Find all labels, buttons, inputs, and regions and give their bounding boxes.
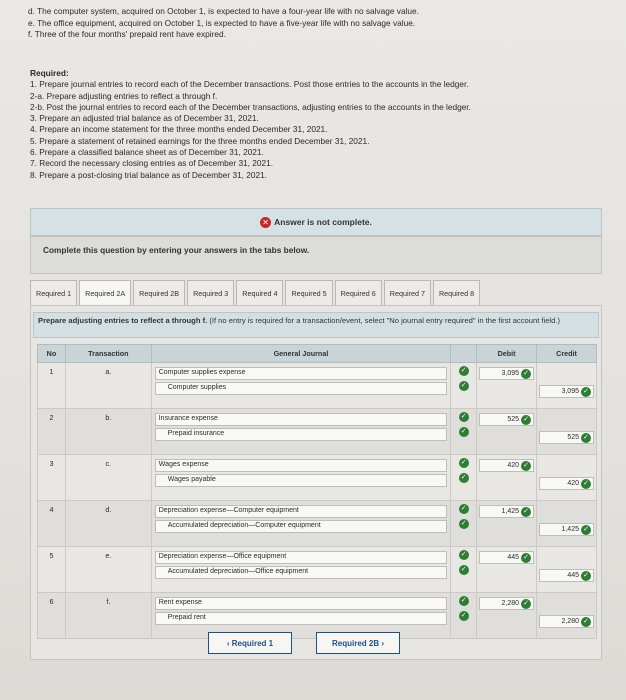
row-credit (537, 501, 597, 547)
check-icon: ✓ (459, 596, 469, 606)
required-item: 5. Prepare a statement of retained earnings for the three months ended December 31, 2021. (30, 135, 370, 146)
debit-input[interactable]: 420 ✓ (479, 459, 534, 472)
row-accounts (151, 363, 450, 409)
row-debit (477, 547, 537, 593)
tab-required-1[interactable]: Required 1 (30, 280, 77, 306)
debit-input[interactable]: 445 ✓ (479, 551, 534, 564)
credit-input[interactable]: 445 ✓ (539, 569, 594, 582)
row-accounts (151, 593, 450, 639)
tab-required-6[interactable]: Required 6 (335, 280, 382, 306)
answer-status-bar (30, 208, 602, 236)
required-item: 4. Prepare an income statement for the three months ended December 31, 2021. (30, 124, 328, 135)
prev-required-label: Required 1 (231, 638, 274, 648)
row-checks (451, 501, 477, 547)
credit-input[interactable]: 1,425 ✓ (539, 523, 594, 536)
intro-line: f. Three of the four months' prepaid rent have expired. (28, 29, 226, 39)
row-transaction: d. (65, 501, 151, 547)
check-icon: ✓ (459, 427, 469, 437)
tab-required-4[interactable]: Required 4 (236, 280, 283, 306)
required-item: 2-b. Post the journal entries to record each of the December transactions, adjusting entries to the accounts in the ledger. (30, 101, 471, 112)
row-accounts (151, 547, 450, 593)
tab-required-7[interactable]: Required 7 (384, 280, 431, 306)
tab-required-3[interactable]: Required 3 (187, 280, 234, 306)
row-checks (451, 593, 477, 639)
check-icon: ✓ (459, 565, 469, 575)
row-credit (537, 363, 597, 409)
credit-input[interactable]: 420 ✓ (539, 477, 594, 490)
tab-required-2b[interactable]: Required 2B (133, 280, 185, 306)
credit-account-select[interactable]: Prepaid rent (155, 612, 447, 625)
row-debit (477, 593, 537, 639)
col-general-journal: General Journal (151, 345, 450, 363)
row-no: 2 (38, 409, 66, 455)
row-transaction: f. (65, 593, 151, 639)
check-icon: ✓ (459, 519, 469, 529)
row-no: 1 (38, 363, 66, 409)
required-item: 6. Prepare a classified balance sheet as of December 31, 2021. (30, 147, 264, 158)
next-required-button[interactable] (316, 632, 400, 654)
check-icon: ✓ (521, 553, 531, 563)
row-credit (537, 547, 597, 593)
credit-input[interactable]: 3,095 ✓ (539, 385, 594, 398)
row-no: 5 (38, 547, 66, 593)
row-accounts (151, 455, 450, 501)
answer-status-text: Answer is not complete. (274, 217, 372, 227)
credit-account-select[interactable]: Prepaid insurance (155, 428, 447, 441)
check-icon: ✓ (459, 473, 469, 483)
chevron-left-icon: ‹ (226, 638, 232, 648)
complete-note-text: Complete this question by entering your answers in the tabs below. (43, 245, 310, 255)
table-row (38, 409, 597, 455)
debit-input[interactable]: 1,425 ✓ (479, 505, 534, 518)
row-accounts (151, 409, 450, 455)
table-row (38, 455, 597, 501)
row-checks (451, 547, 477, 593)
problem-intro (28, 6, 419, 41)
credit-account-select[interactable]: Accumulated depreciation—Computer equipment (155, 520, 447, 533)
row-debit (477, 363, 537, 409)
tab-required-5[interactable]: Required 5 (285, 280, 332, 306)
required-item: 7. Record the necessary closing entries as of December 31, 2021. (30, 158, 274, 169)
debit-input[interactable]: 2,280 ✓ (479, 597, 534, 610)
debit-account-select[interactable]: Depreciation expense—Computer equipment (155, 505, 447, 518)
row-no: 4 (38, 501, 66, 547)
col-check (451, 345, 477, 363)
row-checks (451, 455, 477, 501)
intro-line: e. The office equipment, acquired on October 1, is expected to have a five-year life with no salvage value. (28, 17, 416, 28)
check-icon: ✓ (459, 366, 469, 376)
check-icon: ✓ (459, 550, 469, 560)
row-accounts (151, 501, 450, 547)
table-row (38, 501, 597, 547)
row-debit (477, 501, 537, 547)
instructions-main: Prepare adjusting entries to reflect a through f. (38, 316, 208, 325)
debit-input[interactable]: 3,095 ✓ (479, 367, 534, 380)
intro-line: d. The computer system, acquired on October 1, is expected to have a four-year life with no salvage value. (28, 6, 419, 16)
check-icon: ✓ (459, 381, 469, 391)
table-row (38, 363, 597, 409)
row-checks (451, 363, 477, 409)
tab-required-8[interactable]: Required 8 (433, 280, 480, 306)
col-no: No (38, 345, 66, 363)
required-item: 3. Prepare an adjusted trial balance as of December 31, 2021. (30, 113, 259, 124)
check-icon: ✓ (521, 461, 531, 471)
check-icon: ✓ (459, 611, 469, 621)
debit-account-select[interactable]: Insurance expense (155, 413, 447, 426)
required-item: 1. Prepare journal entries to record each of the December transactions. Post those entries to the accounts in the ledger. (30, 79, 469, 90)
row-no: 3 (38, 455, 66, 501)
row-transaction: e. (65, 547, 151, 593)
row-checks (451, 409, 477, 455)
required-header: Required: (30, 68, 69, 78)
tab-required-2a[interactable]: Required 2A (79, 280, 131, 306)
complete-note (30, 236, 602, 274)
check-icon: ✓ (581, 387, 591, 397)
row-credit (537, 409, 597, 455)
instructions (33, 312, 599, 338)
check-icon: ✓ (521, 507, 531, 517)
credit-input[interactable]: 525 ✓ (539, 431, 594, 444)
required-item: 8. Prepare a post-closing trial balance as of December 31, 2021. (30, 169, 268, 180)
credit-account-select[interactable]: Computer supplies (155, 382, 447, 395)
col-debit: Debit (477, 345, 537, 363)
x-circle-icon: ✕ (260, 217, 271, 228)
check-icon: ✓ (459, 412, 469, 422)
col-credit: Credit (537, 345, 597, 363)
check-icon: ✓ (581, 525, 591, 535)
check-icon: ✓ (459, 458, 469, 468)
table-row (38, 547, 597, 593)
row-transaction: a. (65, 363, 151, 409)
instructions-note: (If no entry is required for a transaction/event, select "No journal entry required" in the first account field.) (209, 316, 560, 325)
debit-account-select[interactable]: Computer supplies expense (155, 367, 447, 380)
credit-account-select[interactable]: Wages payable (155, 474, 447, 487)
check-icon: ✓ (459, 504, 469, 514)
next-required-label: Required 2B (331, 638, 380, 648)
required-tabs (30, 280, 482, 306)
check-icon: ✓ (521, 369, 531, 379)
check-icon: ✓ (581, 479, 591, 489)
credit-input[interactable]: 2,280 ✓ (539, 615, 594, 628)
credit-account-select[interactable]: Accumulated depreciation—Office equipment (155, 566, 447, 579)
check-icon: ✓ (521, 415, 531, 425)
required-item: 2-a. Prepare adjusting entries to reflect a through f. (30, 90, 218, 101)
row-debit (477, 455, 537, 501)
check-icon: ✓ (581, 571, 591, 581)
tab-panel (30, 305, 602, 660)
row-credit (537, 455, 597, 501)
required-list (30, 68, 471, 181)
check-icon: ✓ (581, 617, 591, 627)
row-transaction: b. (65, 409, 151, 455)
debit-input[interactable]: 525 ✓ (479, 413, 534, 426)
prev-required-button[interactable] (208, 632, 292, 654)
journal-table (37, 344, 597, 639)
row-credit (537, 593, 597, 639)
debit-account-select[interactable]: Rent expense (155, 597, 447, 610)
debit-account-select[interactable]: Wages expense (155, 459, 447, 472)
chevron-right-icon: › (379, 638, 384, 648)
check-icon: ✓ (581, 433, 591, 443)
col-transaction: Transaction (65, 345, 151, 363)
row-no: 6 (38, 593, 66, 639)
table-header-row (38, 345, 597, 363)
check-icon: ✓ (521, 599, 531, 609)
debit-account-select[interactable]: Depreciation expense—Office equipment (155, 551, 447, 564)
row-transaction: c. (65, 455, 151, 501)
row-debit (477, 409, 537, 455)
